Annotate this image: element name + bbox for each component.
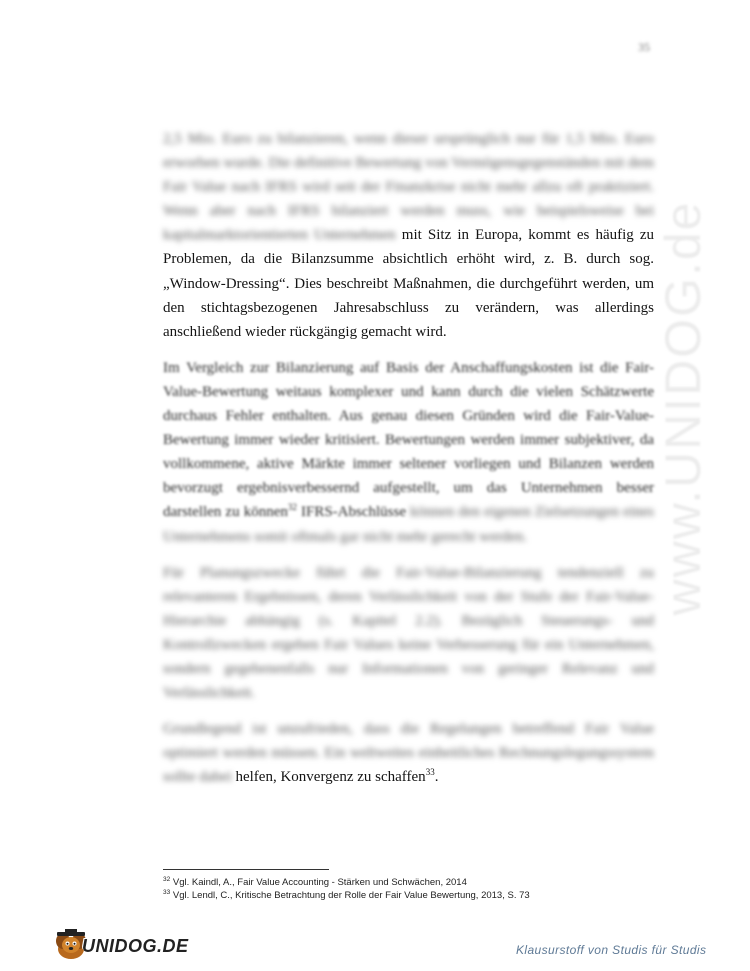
main-text [163, 127, 654, 801]
watermark-text: www.UNIDOG.de [655, 200, 711, 616]
paragraph-text: helfen, Konvergenz zu schaffen [235, 769, 426, 786]
paragraph-1 [163, 127, 654, 344]
logo-text: UNIDOG.DE [82, 936, 189, 956]
blurred-text: Für Planungszwecke führt die Fair-Value-Bilanzierung tendenziell zu relevanteren Ergebnissen, deren Verlässlichkeit von der Stufe der Fair-Value-Hierarchie abhängig (s. Kapitel 2.2). Bezüglich Steuerungs- und Kontrollzwecken ergeben Fair Values keine Verbesserung für ein Unternehmen, sondern gegebenenfalls nur Informationen von geringer Relevanz und Verlässlichkeit. [163, 564, 654, 702]
paragraph-text: Im Vergleich zur Bilanzierung auf Basis der Anschaffungskosten ist die Fair-Value-Bewertung weitaus komplexer und kann durch die vielen Schätzwerte durchaus Fehler enthalten. Aus genau diesen Gründen wird die Fair-Value-Bewertung immer wieder kritisiert. Bewertungen werden immer subjektiver, da vollkommene, aktive Märkte immer seltener vorliegen und Bilanzen werden bevorzugt ergebnisverbessernd aufgestellt, um das Unternehmen besser darstellen zu können [163, 359, 654, 521]
paragraph-text: mit Sitz in Europa, kommt es häufig zu Problemen, da die Bilanzsumme absichtlich erhöht wird, z. B. durch sog. „Window-Dressing“. Dies beschreibt Maßnahmen, die durchgeführt werden, um den stichtagsbezogenen Jahresabschluss zu verändern, was allerdings anschließend wieder rückgängig gemacht wird. [163, 227, 655, 340]
footnote-reference[interactable]: 32 [287, 502, 297, 513]
blurred-text: Grundlegend ist unzufrieden, dass die Regelungen betreffend Fair Value optimiert werden müssen. Ein weltweites einheitliches Rechnungslegungssystem sollte dabei [163, 721, 654, 786]
partially-blurred-text: IFRS-Abschlüsse [300, 504, 406, 521]
sentence-end: . [434, 769, 439, 786]
footnote-divider [163, 869, 329, 870]
footnote-reference[interactable]: 33 [425, 767, 435, 778]
footnote-item [163, 876, 643, 889]
footnote-text: Vgl. Lendl, C., Kritische Betrachtung der Rolle der Fair Value Bewertung, 2013, S. 73 [172, 890, 530, 901]
unidog-logo[interactable] [52, 928, 189, 962]
footer-slogan: Klausurstoff von Studis für Studis [516, 943, 707, 957]
footnote-text: Vgl. Kaindl, A., Fair Value Accounting - Stärken und Schwächen, 2014 [172, 877, 467, 888]
paragraph-2 [163, 356, 654, 549]
paragraph-4 [163, 717, 654, 789]
blurred-text: können den eigenen Zielsetzungen eines Unternehmens somit oftmals gar nicht mehr gerecht werden. [163, 504, 655, 545]
footnote-number: 33 [163, 888, 171, 896]
blurred-text: 2,5 Mio. Euro zu bilanzieren, wenn dieser ursprünglich nur für 1,5 Mio. Euro erworben wurde. Die definitive Bewertung von Vermögensgegenständen mit dem Fair Value nach IFRS wird seit der Finanzkrise nicht mehr allzu oft praktiziert. Wenn aber nach IFRS bilanziert werden muss, wie beispielsweise bei kapitalmarktorientierten Unternehmen [163, 131, 654, 244]
page-number: 35 [638, 40, 650, 54]
footnote-item [163, 889, 643, 902]
footnote-number: 32 [163, 875, 171, 883]
footnotes [163, 876, 643, 902]
paragraph-3 [163, 561, 654, 706]
